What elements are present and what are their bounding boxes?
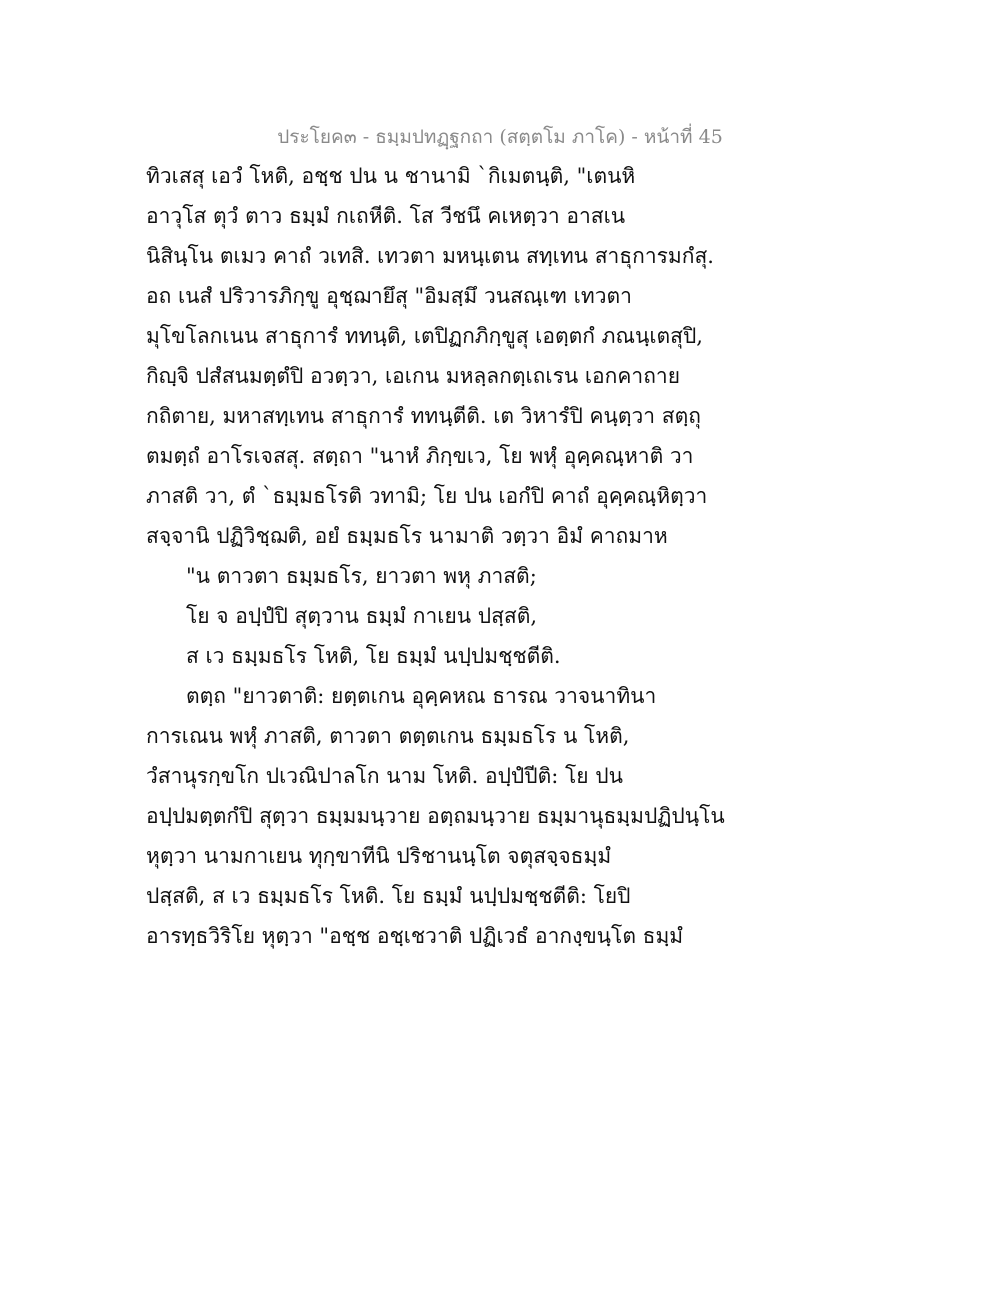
text-line: การเณน พหุํ ภาสติ, ตาวตา ตตฺตเกน ธมฺมธโร น โหติ, (146, 724, 630, 748)
text-line: นิสินฺโน ตเมว คาถํ วเทสิ. เทวตา มหนฺเตน สทฺเทน สาธุการมกํสุ. (146, 244, 714, 268)
text-line: ปสฺสติ, ส เว ธมฺมธโร โหติ. โย ธมฺมํ นปฺปมชฺชตีติ: โยปิ (146, 884, 631, 908)
text-line: ภาสติ วา, ตํ `ธมฺมธโรติ วทามิ; โย ปน เอกํปิ คาถํ อุคฺคณฺหิตฺวา (146, 484, 708, 508)
text-line: วํสานุรกฺขโก ปเวณิปาลโก นาม โหติ. อปฺปํปีติ: โย ปน (146, 764, 623, 788)
text-line: สจฺจานิ ปฏิวิชฺฌติ, อยํ ธมฺมธโร นามาติ วตฺวา อิมํ คาถมาห (146, 524, 668, 548)
text-line: ตมตฺถํ อาโรเจสสุ. สตฺถา "นาหํ ภิกฺขเว, โย พหุํ อุคฺคณฺหาติ วา (146, 444, 694, 468)
text-line: อถ เนสํ ปริวารภิกฺขู อุชฺฌายึสุ "อิมสฺมึ วนสณฺเฑ เทวตา (146, 284, 632, 308)
text-line: อารทฺธวิริโย หุตฺวา "อชฺช อชฺเชวาติ ปฏิเวธํ อากงฺขนฺโต ธมฺมํ (146, 924, 684, 948)
paragraph-first-line: ตตฺถ "ยาวตาติ: ยตฺตเกน อุคฺคหณ ธารณ วาจนาทินา (186, 684, 657, 708)
text-line: อปฺปมตฺตกํปิ สุตฺวา ธมฺมมนฺวาย อตฺถมนฺวาย ธมฺมานุธมฺมปฏิปนฺโน (146, 804, 725, 828)
text-line: กถิตาย, มหาสทฺเทน สาธุการํ ททนฺตีติ. เต วิหารํปิ คนฺตฺวา สตฺถุ (146, 404, 701, 428)
verse-line: ส เว ธมฺมธโร โหติ, โย ธมฺมํ นปฺปมชฺชตีติ. (186, 644, 561, 668)
page-body (146, 160, 725, 960)
verse-line: โย จ อปฺปํปิ สุตฺวาน ธมฺมํ กาเยน ปสฺสติ, (186, 604, 538, 628)
text-line: กิญฺจิ ปสํสนมตฺตํปิ อวตฺวา, เอเกน มหลฺลกตฺเถเรน เอกคาถาย (146, 364, 681, 388)
running-header: ประโยค๓ - ธมฺมปทฏฺฐกถา (สตฺตโม ภาโค) - หน้าที่ 45 (277, 126, 723, 148)
text-line: อาวุโส ตุวํ ตาว ธมฺมํ กเถหีติ. โส วีชนึ คเหตฺวา อาสเน (146, 204, 626, 228)
text-line: ทิวเสสุ เอวํ โหติ, อชฺช ปน น ชานามิ `กิเมตนฺติ, "เตนหิ (146, 164, 636, 188)
verse-line: "น ตาวตา ธมฺมธโร, ยาวตา พหุ ภาสติ; (186, 564, 537, 588)
text-line: หุตฺวา นามกาเยน ทุกฺขาทีนิ ปริชานนฺโต จตุสจฺจธมฺมํ (146, 844, 612, 868)
text-line: มุโขโลกเนน สาธุการํ ททนฺติ, เตปิฏกภิกฺขูสุ เอตฺตกํ ภณนฺเตสุปิ, (146, 324, 703, 348)
